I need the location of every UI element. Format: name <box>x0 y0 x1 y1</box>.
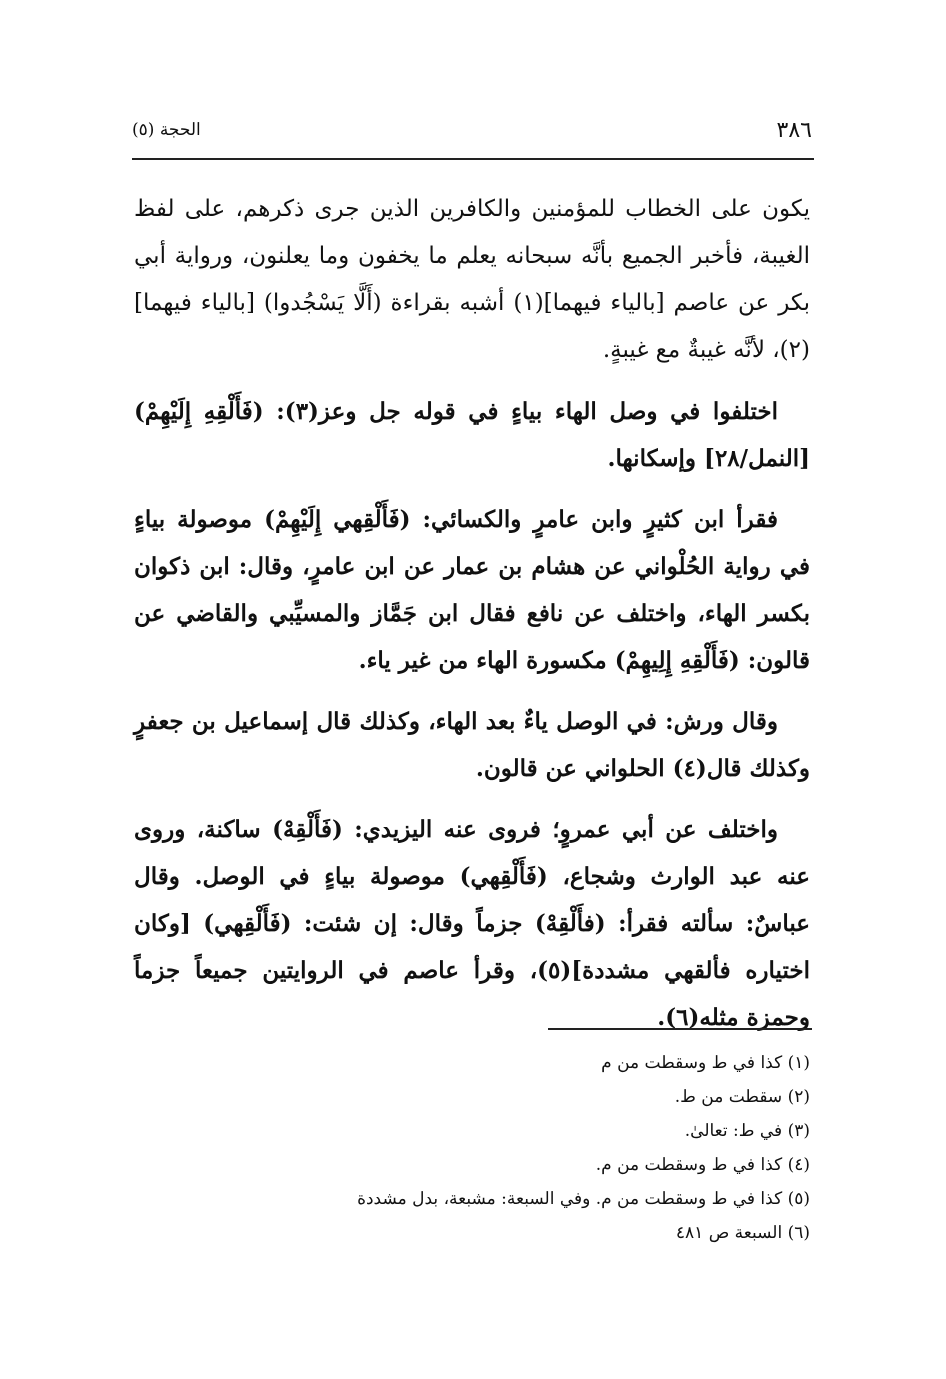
footnote-2: (٢) سقطت من ط. <box>674 1087 810 1107</box>
body-text <box>134 186 810 1055</box>
paragraph-3: فقرأ ابن كثيرٍ وابن عامرٍ والكسائي: (فَأَلْقِهي إِلَيْهِمْ) موصولة بياءٍ في رواية الحُلْواني عن هشام بن عمار عن ابن عامرٍ، وقال: ابن ذكوان بكسر الهاء، واختلف عن نافع فقال ابن جَمَّاز والمسيِّبي والقاضي عن قالون: (فَأَلْقِهِ إِلِيهِمْ) مكسورة الهاء من غير ياء. <box>134 506 810 674</box>
page-number: ٣٨٦ <box>776 118 812 143</box>
footnote-4: (٤) كذا في ط وسقطت من م. <box>595 1155 810 1175</box>
footnote-5: (٥) كذا في ط وسقطت من م. وفي السبعة: مشبعة، بدل مشددة <box>357 1189 810 1209</box>
paragraph-1: يكون على الخطاب للمؤمنين والكافرين الذين جرى ذكرهم، على لفظ الغيبة، فأخبر الجميع بأنَّه سبحانه يعلم ما يخفون وما يعلنون، ورواية أبي بكر عن عاصم [بالياء فيهما](١) أشبه بقراءة (أَلَّا يَسْجُدوا) [بالياء فيهما](٢)، لأنَّه غيبةٌ مع غيبةٍ. <box>134 196 811 363</box>
footnote-1: (١) كذا في ط وسقطت من م <box>601 1053 810 1073</box>
footnotes <box>134 1046 810 1250</box>
paragraph-5: واختلف عن أبي عمروٍ؛ فروى عنه اليزيدي: (فَأَلْقِهْ) ساكنة، وروى عنه عبد الوارث وشجاع، (فَأَلْقِهي) موصولة بياءٍ في الوصل. وقال عباسٌ: سألته فقرأ: (فأَلْقِهْ) جزماً وقال: إن شئت: (فَأَلْقِهي) [وكان اختياره فألقهي مشددة](٥)، وقرأ عاصم في الروايتين جميعاً جزماً وحمزة مثله(٦). <box>134 816 810 1031</box>
footnote-6: (٦) السبعة ص ٤٨١ <box>675 1223 810 1243</box>
footnote-rule <box>548 1028 812 1030</box>
running-title: الحجة (٥) <box>132 120 201 140</box>
footnote-3: (٣) في ط: تعالىٰ. <box>684 1121 810 1141</box>
paragraph-2: اختلفوا في وصل الهاء بياءٍ في قوله جل وعز(٣): (فَأَلْقِهِ إِلَيْهِمْ) [النمل/٢٨] وإسكانها. <box>134 398 810 472</box>
header-rule <box>132 158 814 160</box>
paragraph-4: وقال ورش: في الوصل ياءٌ بعد الهاء، وكذلك قال إسماعيل بن جعفرٍ وكذلك قال(٤) الحلواني عن قالون. <box>134 708 810 782</box>
page-header <box>132 118 812 152</box>
